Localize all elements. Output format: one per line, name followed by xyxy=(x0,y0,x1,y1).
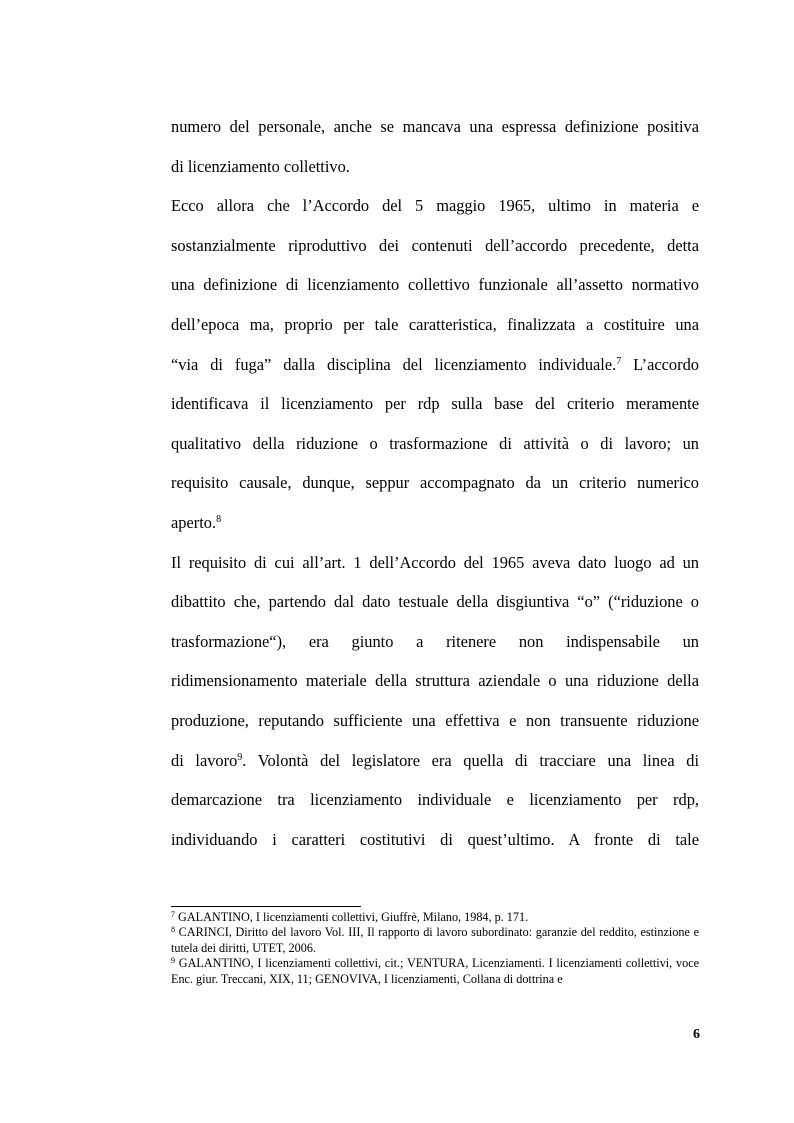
text-segment: . Volontà del legislatore era quella di tracciare una linea di xyxy=(242,750,699,770)
text-line: qualitativo della riduzione o trasformazione di attività o di lavoro; un xyxy=(171,433,699,453)
text-line: dell’epoca ma, proprio per tale caratteristica, finalizzata a costituire una xyxy=(171,314,699,334)
text-line xyxy=(171,741,699,781)
text-line: trasformazione“), era giunto a ritenere non indispensabile un xyxy=(171,631,699,651)
body-text xyxy=(171,107,699,859)
text-line: di licenziamento collettivo. xyxy=(171,156,350,176)
text-line: Il requisito di cui all’art. 1 dell’Accordo del 1965 aveva dato luogo ad un xyxy=(171,552,699,572)
footnote-ref-9[interactable]: 9 xyxy=(237,751,243,763)
text-line xyxy=(171,503,699,543)
text-line: produzione, reputando sufficiente una effettiva e non transuente riduzione xyxy=(171,710,699,730)
footnote-ref-8[interactable]: 8 xyxy=(216,513,222,525)
text-line: individuando i caratteri costitutivi di quest’ultimo. A fronte di tale xyxy=(171,829,699,849)
footnote-7 xyxy=(171,910,699,925)
footnote-text: GALANTINO, I licenziamenti collettivi, Giuffrè, Milano, 1984, p. 171. xyxy=(178,910,529,924)
text-line: ridimensionamento materiale della struttura aziendale o una riduzione della xyxy=(171,671,699,691)
paragraph-2 xyxy=(171,186,699,542)
text-segment: di lavoro xyxy=(171,750,238,770)
text-line: numero del personale, anche se mancava una espressa definizione positiva xyxy=(171,117,699,136)
footnote-text: GALANTINO, I licenziamenti collettivi, cit.; VENTURA, Licenziamenti. I licenziamenti collettivi, voce Enc. giur. Treccani, XIX, 11; GENOVIVA, I licenziamenti, Collana di dottrina e xyxy=(171,956,700,986)
text-line: identificava il licenziamento per rdp sulla base del criterio meramente xyxy=(171,394,699,414)
paragraph-3 xyxy=(171,543,699,860)
text-line: Ecco allora che l’Accordo del 5 maggio 1965, ultimo in materia e xyxy=(171,196,699,216)
footnote-number: 8 xyxy=(171,925,175,935)
text-line: demarcazione tra licenziamento individuale e licenziamento per rdp, xyxy=(171,790,699,810)
footnote-text: CARINCI, Diritto del lavoro Vol. III, Il rapporto di lavoro subordinato: garanzie del reddito, estinzione e tutela dei diritti, UTET, 2006. xyxy=(171,925,699,955)
text-line: sostanzialmente riproduttivo dei contenuti dell’accordo precedente, detta xyxy=(171,235,699,255)
page-number: 6 xyxy=(693,1027,700,1042)
text-line: requisito causale, dunque, seppur accompagnato da un criterio numerico xyxy=(171,473,699,493)
footnote-number: 7 xyxy=(171,910,175,919)
paragraph-1 xyxy=(171,107,699,186)
footnote-ref-7[interactable]: 7 xyxy=(616,355,622,367)
footnote-8 xyxy=(171,925,699,956)
footnote-9 xyxy=(171,956,699,987)
text-line: dibattito che, partendo dal dato testuale della disgiuntiva “o” (“riduzione o xyxy=(171,592,699,612)
footnote-divider xyxy=(171,906,361,907)
text-segment: “via di fuga” dalla disciplina del licenziamento individuale. xyxy=(171,354,617,374)
footnotes xyxy=(171,910,699,987)
footnote-number: 9 xyxy=(171,956,175,966)
text-line: una definizione di licenziamento collettivo funzionale all’assetto normativo xyxy=(171,275,699,295)
text-segment: L’accordo xyxy=(633,354,699,374)
text-segment: aperto. xyxy=(171,512,217,532)
text-line xyxy=(171,345,699,385)
